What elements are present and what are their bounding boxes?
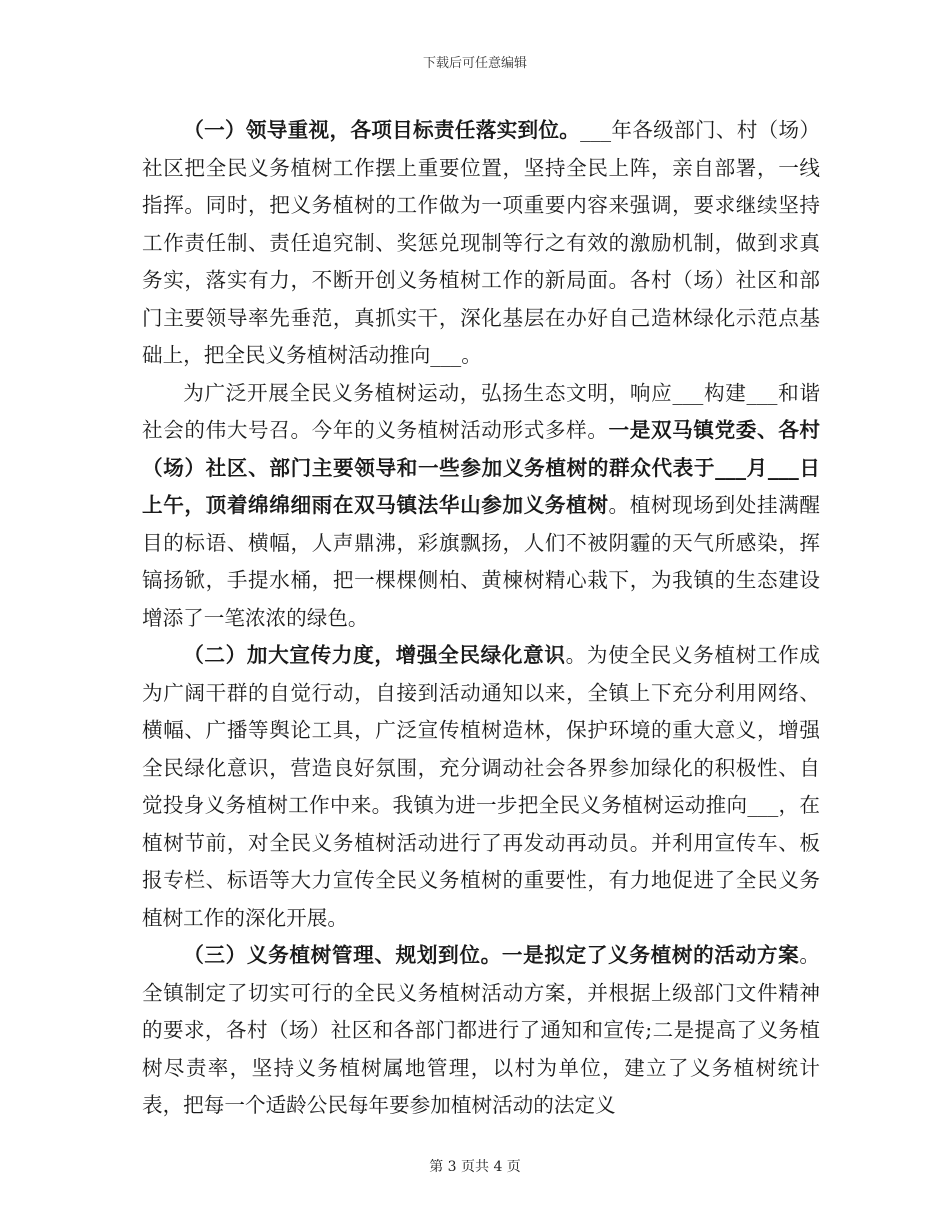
paragraph-2-bold: 一是双马镇党委、各村（场）社区、部门主要领导和一些参加义务植树的群众代表于___月___日上午，顶着绵绵细雨在双马镇法华山参加义务植树 [142,418,820,517]
paragraph-3-text: 。为使全民义务植树工作成为广阔干群的自觉行动，自接到活动通知以来，全镇上下充分利用网络、横幅、广播等舆论工具，广泛宣传植树造林，保护环境的重大意义，增强全民绿化意识，营造良好氛围，充分调动社会各界参加绿化的积极性、自觉投身义务植树工作中来。我镇为进一步把全民义务植树运动推向___，在植树节前，对全民义务植树活动进行了再发动再动员。并利用宣传车、板报专栏、标语等大力宣传全民义务植树的重要性，有力地促进了全民义务植树工作的深化开展。 [142,643,821,930]
paragraph-2 [142,375,820,638]
paragraph-3-heading: （二）加大宣传力度，增强全民绿化意识 [183,643,566,667]
paragraph-4-heading: （三）义务植树管理、规划到位。一是拟定了义务植树的活动方案 [183,943,800,967]
paragraph-4 [142,937,820,1125]
paragraph-2-tail: 。植树现场到处挂满醒目的标语、横幅，人声鼎沸，彩旗飘扬，人们不被阴霾的天气所感染，挥镐扬锨，手提水桶，把一棵棵侧柏、黄楝树精心栽下，为我镇的生态建设增添了一笔浓浓的绿色。 [142,493,820,630]
paragraph-1-text: ___年各级部门、村（场）社区把全民义务植树工作摆上重要位置，坚持全民上阵，亲自部署，一线指挥。同时，把义务植树的工作做为一项重要内容来强调，要求继续坚持工作责任制、责任追究制、奖惩兑现制等行之有效的激励机制，做到求真务实，落实有力，不断开创义务植树工作的新局面。各村（场）社区和部门主要领导率先垂范，真抓实干，深化基层在办好自己造林绿化示范点基础上，把全民义务植树活动推向___。 [142,118,821,367]
paragraph-1-heading: （一）领导重视，各项目标责任落实到位。 [183,118,581,142]
paragraph-2-text: 为广泛开展全民义务植树运动，弘扬生态文明，响应___构建___和谐社会的伟大号召。今年的义务植树活动形式多样。 [142,380,820,442]
paragraph-4-text: 。全镇制定了切实可行的全民义务植树活动方案，并根据上级部门文件精神的要求，各村（场）社区和各部门都进行了通知和宣传;二是提高了义务植树尽责率，坚持义务植树属地管理，以村为单位，建立了义务植树统计表，把每一个适龄公民每年要参加植树活动的法定义 [142,943,820,1117]
page-header: 下载后可任意编辑 [422,56,527,71]
paragraph-3 [142,637,820,937]
page-footer: 第 3 页共 4 页 [429,1159,521,1175]
document-body [142,112,820,1125]
paragraph-1 [142,112,820,375]
